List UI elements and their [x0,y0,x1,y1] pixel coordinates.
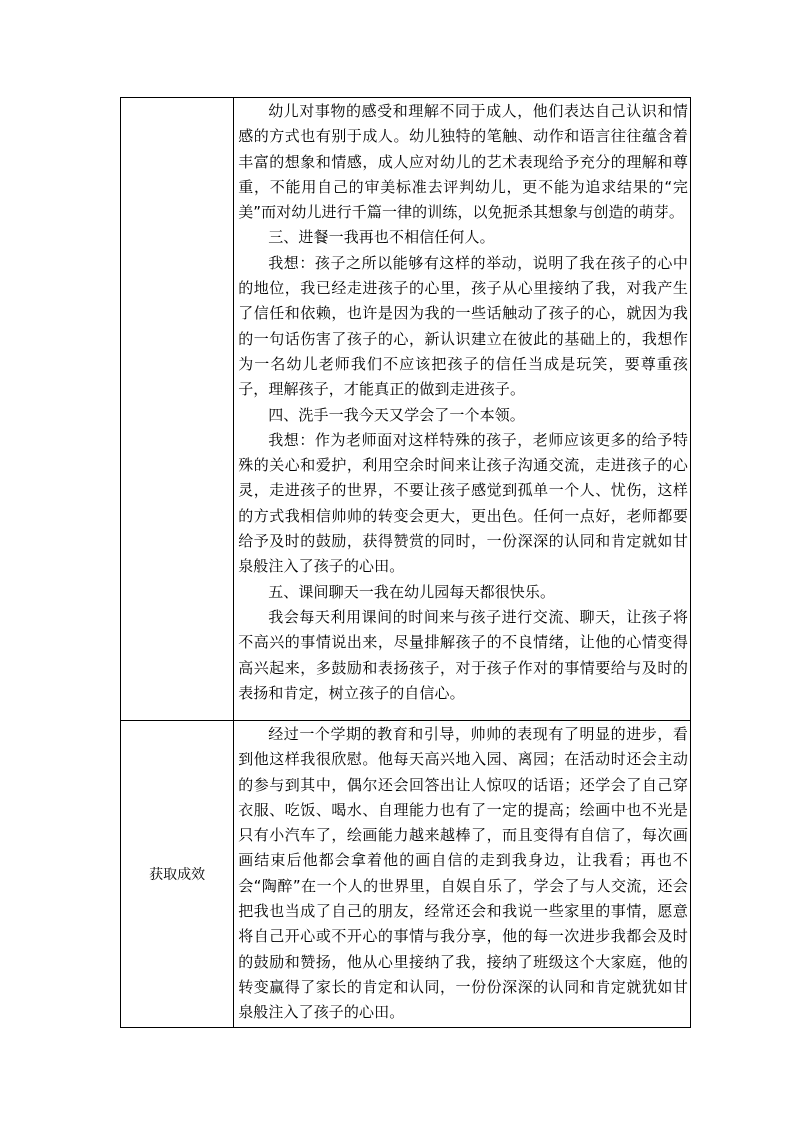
section-heading: 四、洗手一我今天又学会了一个本领。 [268,405,525,424]
row-label-cell [121,98,234,721]
document-table [120,97,691,1028]
row-content-cell [234,98,691,721]
paragraph: 我想：作为老师面对这样特殊的孩子，老师应该更多的给予特殊的关心和爱护，利用空余时间来让孩子沟通交流，走进孩子的心灵，走进孩子的世界，不要让孩子感觉到孤单一个人、忧伤，这样的方式我相信帅帅的转变会更大，更出色。任何一点好，老师都要给予及时的鼓励，获得赞赏的同时，一份深深的认同和肯定就如甘泉般注入了孩子的心田。 [238,430,688,576]
row-label-cell: 获取成效 [121,721,234,1028]
table-row [121,98,691,721]
paragraph: 经过一个学期的教育和引导，帅帅的表现有了明显的进步，看到他这样我很欣慰。他每天高兴地入园、离园；在活动时还会主动的参与到其中，偶尔还会回答出让人惊叹的话语；还学会了自己穿衣服、吃饭、喝水、自理能力也有了一定的提高；绘画中也不光是只有小汽车了，绘画能力越来越棒了，而且变得有自信了，每次画画结束后他都会拿着他的画自信的走到我身边，让我看；再也不会“陶醉”在一个人的世界里，自娱自乐了，学会了与人交流，还会把我也当成了自己的朋友，经常还会和我说一些家里的事情，愿意将自己开心或不开心的事情与我分享，他的每一次进步我都会及时的鼓励和赞扬，他从心里接纳了我，接纳了班级这个大家庭，他的转变赢得了家长的肯定和认同，一份份深深的认同和肯定就犹如甘泉般注入了孩子的心田。 [238,725,688,1022]
section-heading: 五、课间聊天一我在幼儿园每天都很快乐。 [268,582,556,601]
paragraph: 我会每天利用课间的时间来与孩子进行交流、聊天，让孩子将不高兴的事情说出来，尽量排解孩子的不良情绪，让他的心情变得高兴起来，多鼓励和表扬孩子，对于孩子作对的事情要给与及时的表扬和肯定，树立孩子的自信心。 [238,607,688,702]
row-content-cell [234,721,691,1028]
table-row [121,721,691,1028]
paragraph: 幼儿对事物的感受和理解不同于成人，他们表达自己认识和情感的方式也有别于成人。幼儿独特的笔触、动作和语言往往蕴含着丰富的想象和情感，成人应对幼儿的艺术表现给予充分的理解和尊重，不能用自己的审美标准去评判幼儿，更不能为追求结果的“完美”而对幼儿进行千篇一律的训练，以免扼杀其想象与创造的萌芽。 [238,102,688,222]
section-heading: 三、进餐一我再也不相信任何人。 [268,228,495,247]
paragraph: 我想：孩子之所以能够有这样的举动，说明了我在孩子的心中的地位，我已经走进孩子的心里，孩子从心里接纳了我，对我产生了信任和依赖，也许是因为我的一些话触动了孩子的心，就因为我的一句话伤害了孩子的心，新认识建立在彼此的基础上的，我想作为一名幼儿老师我们不应该把孩子的信任当成是玩笑，要尊重孩子，理解孩子，才能真正的做到走进孩子。 [238,253,688,399]
